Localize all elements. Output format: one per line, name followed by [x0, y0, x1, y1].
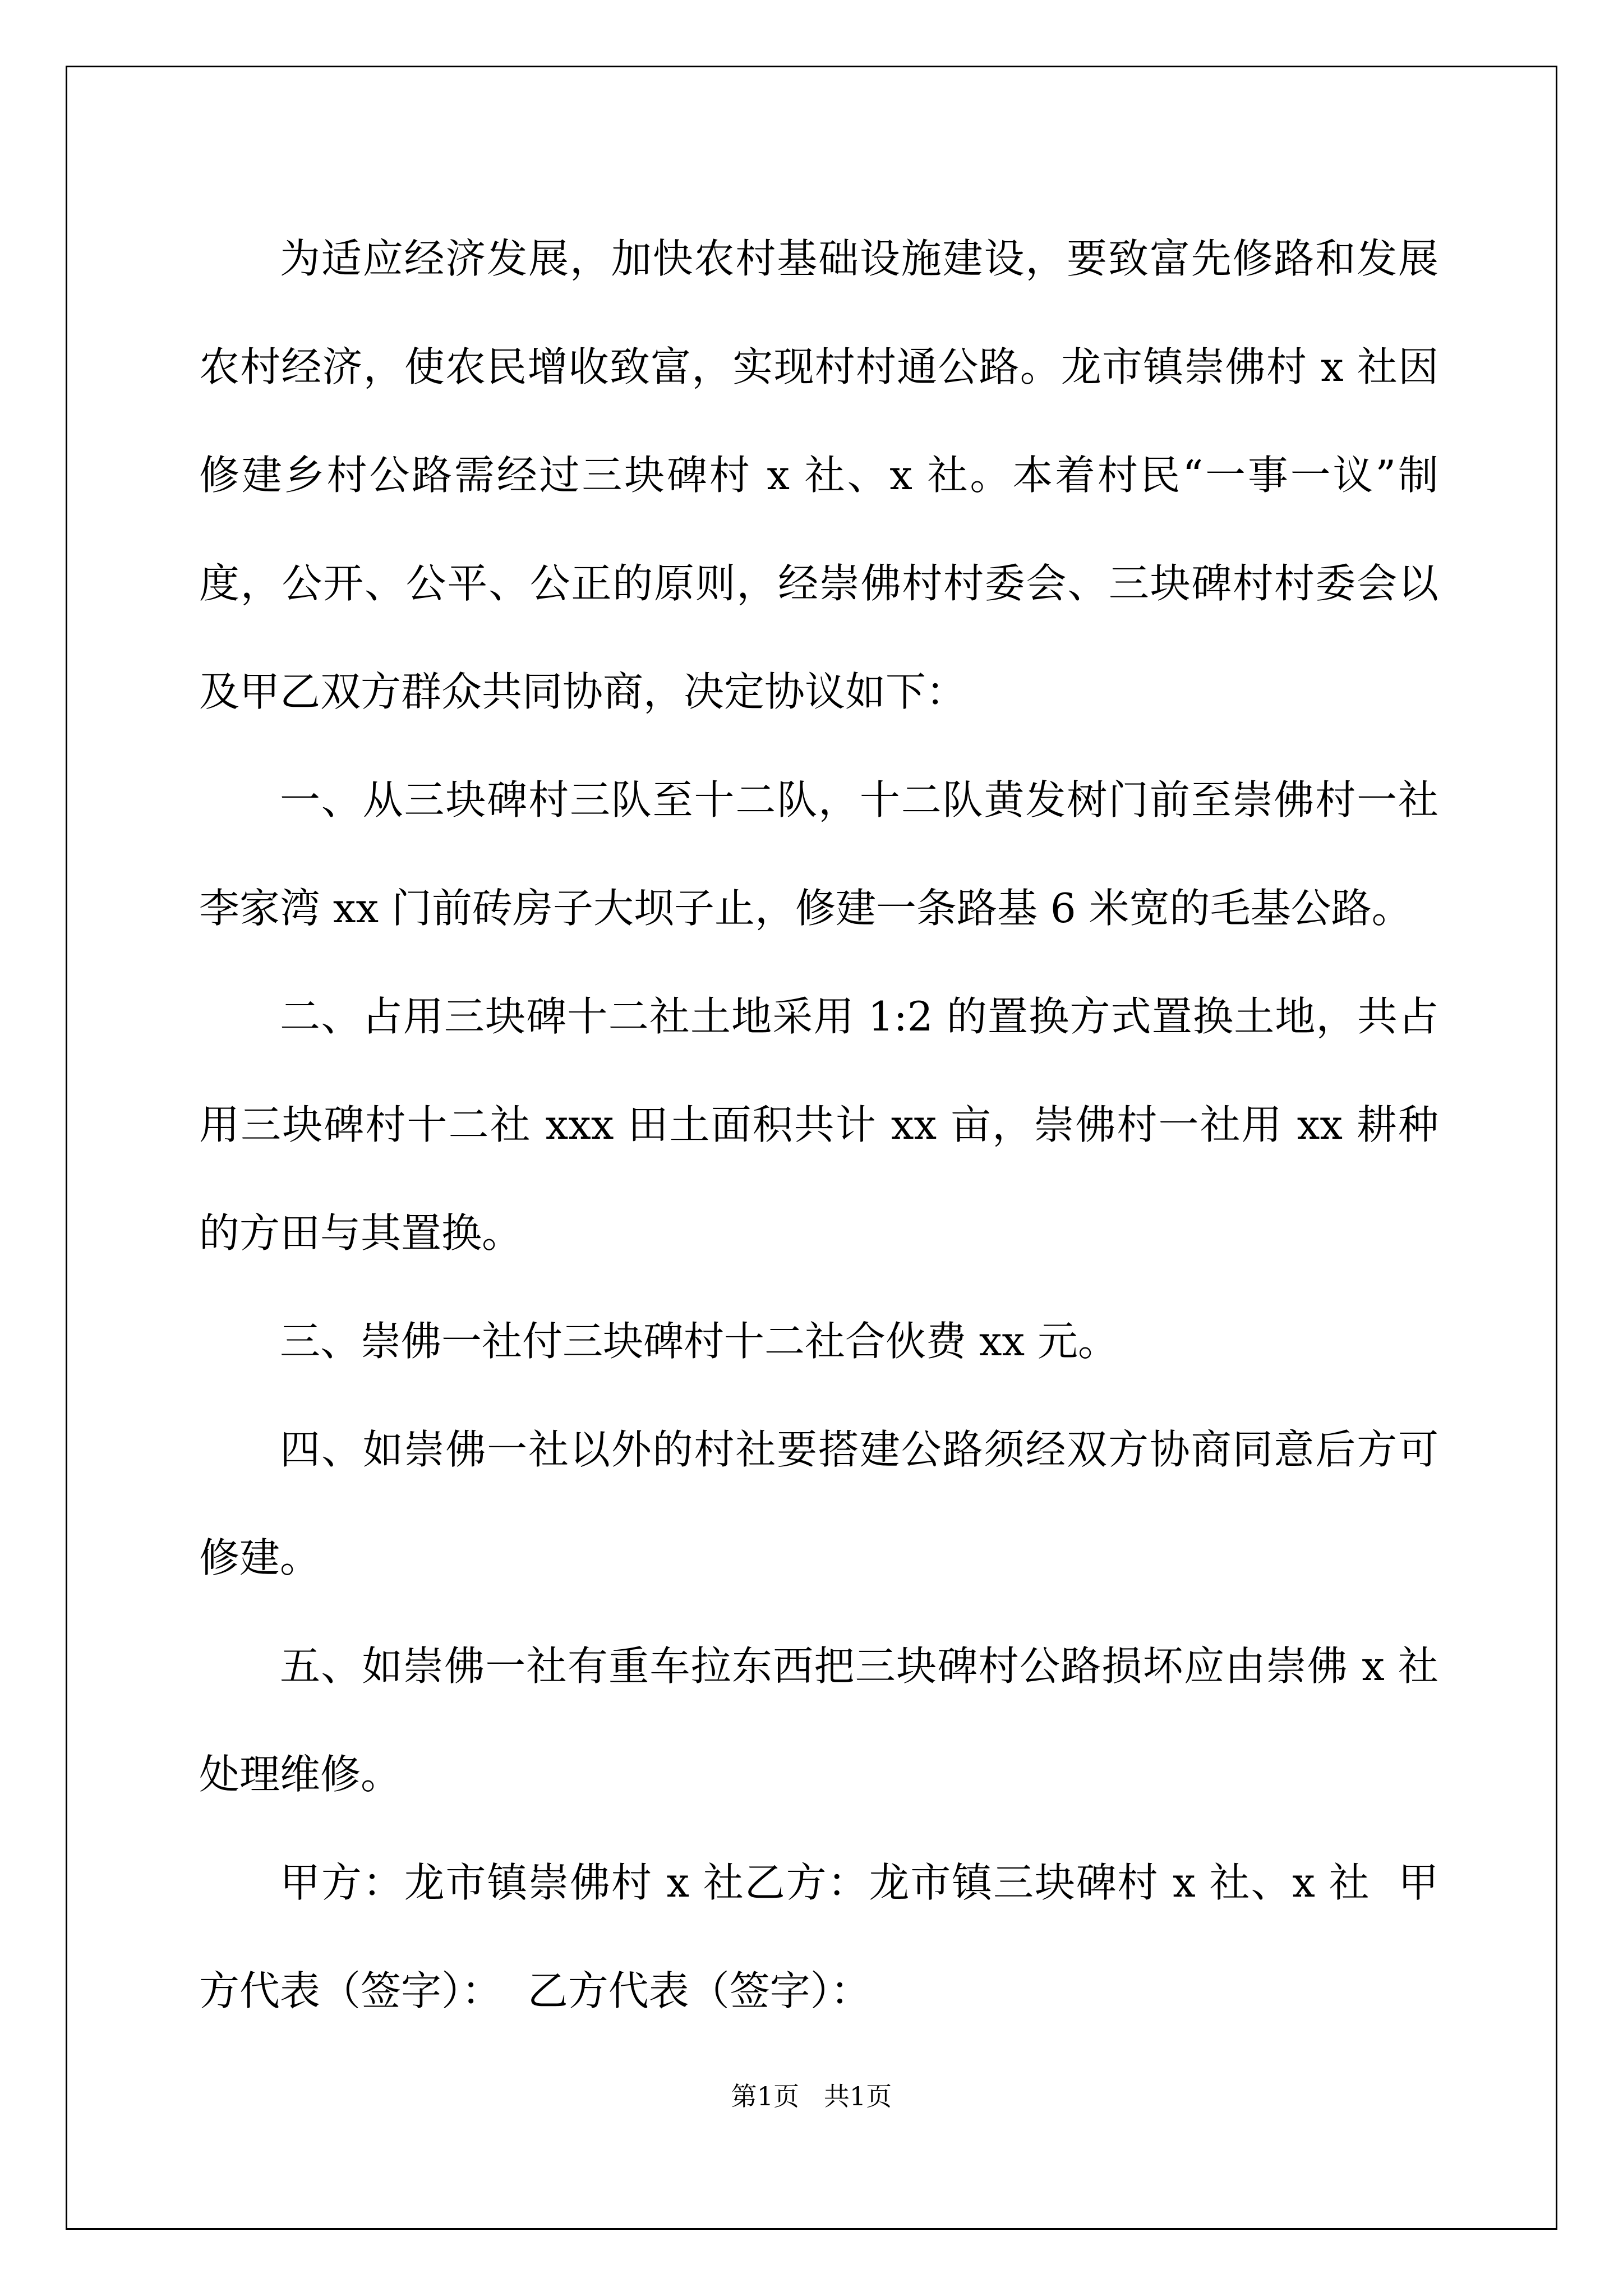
paragraph-clause-4: 四、如崇佛一社以外的村社要搭建公路须经双方协商同意后方可修建。	[199, 1426, 1438, 1581]
paragraph-clause-2: 二、占用三块碑十二社土地采用 1:2 的置换方式置换土地，共占用三块碑村十二社 xxx 田土面积共计 xx 亩，崇佛村一社用 xx 耕种的方田与其置换。	[199, 993, 1438, 1257]
paragraph-signatures: 甲方：龙市镇崇佛村 x 社乙方：龙市镇三块碑村 x 社、x 社 甲方代表（签字）： 乙方代表（签字）：	[199, 1859, 1438, 2014]
page-footer: 第1页 共1页	[731, 2081, 892, 2111]
paragraph-intro: 为适应经济发展，加快农村基础设施建设，要致富先修路和发展农村经济，使农民增收致富，实现村村通公路。龙市镇崇佛村 x 社因修建乡村公路需经过三块碑村 x 社、x 社。本着村民“一事一议”制度，公开、公平、公正的原则，经崇佛村村委会、三块碑村村委会以及甲乙双方群众共同协商，决定协议如下：	[199, 235, 1438, 715]
paragraph-clause-3: 三、崇佛一社付三块碑村十二社合伙费 xx 元。	[280, 1318, 1118, 1365]
paragraph-clause-5: 五、如崇佛一社有重车拉东西把三块碑村公路损坏应由崇佛 x 社处理维修。	[199, 1642, 1438, 1798]
paragraph-clause-1: 一、从三块碑村三队至十二队，十二队黄发树门前至崇佛村一社李家湾 xx 门前砖房子大坝子止，修建一条路基 6 米宽的毛基公路。	[199, 776, 1438, 932]
document-body	[199, 205, 1438, 2045]
